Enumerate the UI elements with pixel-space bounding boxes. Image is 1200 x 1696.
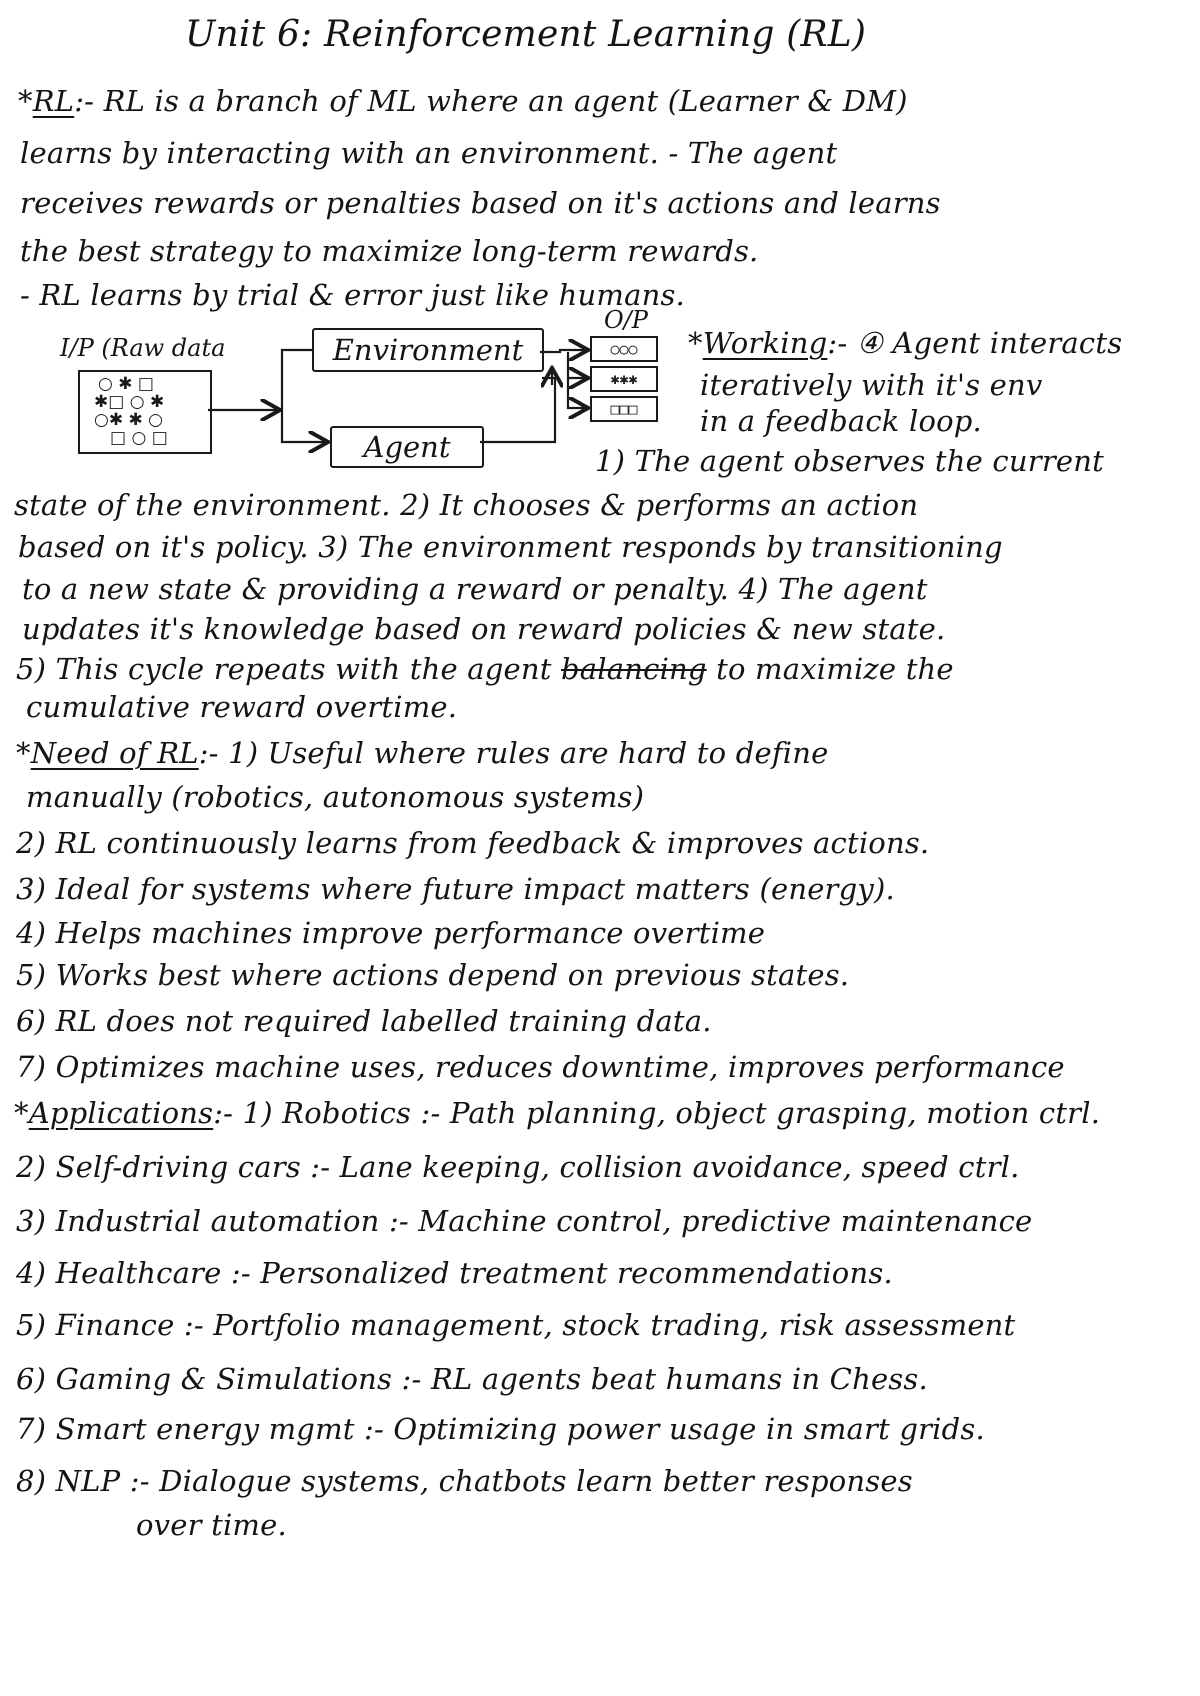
intro-heading: RL bbox=[32, 84, 75, 118]
intro-heading-prefix: * bbox=[18, 84, 33, 118]
need-item-1: :- 1) Useful where rules are hard to define bbox=[198, 736, 829, 770]
working-line-5-start: 5) This cycle repeats with the agent bbox=[16, 652, 562, 686]
application-item: 6) Gaming & Simulations :- RL agents beat humans in Chess. bbox=[16, 1362, 928, 1396]
intro-line-1: :- RL is a branch of ML where an agent (Learner & DM) bbox=[74, 84, 908, 118]
intro-line-5: - RL learns by trial & error just like humans. bbox=[20, 278, 685, 312]
working-line-2: based on it's policy. 3) The environment responds by transitioning bbox=[18, 530, 1003, 564]
working-line-5-end: to maximize the bbox=[706, 652, 954, 686]
applications-heading-prefix: * bbox=[14, 1096, 29, 1130]
application-item-1: :- 1) Robotics :- Path planning, object grasping, motion ctrl. bbox=[213, 1096, 1101, 1130]
need-item: 3) Ideal for systems where future impact matters (energy). bbox=[16, 872, 895, 906]
intro-line-4: the best strategy to maximize long-term rewards. bbox=[20, 234, 759, 268]
page-title: Unit 6: Reinforcement Learning (RL) bbox=[185, 14, 867, 55]
environment-box: Environment bbox=[312, 328, 544, 372]
working-heading-prefix: * bbox=[688, 326, 703, 360]
working-side-line-4: 1) The agent observes the current bbox=[595, 444, 1104, 478]
working-side-line-3: in a feedback loop. bbox=[700, 404, 982, 438]
need-item: 7) Optimizes machine uses, reduces downtime, improves performance bbox=[16, 1050, 1065, 1084]
application-item: 2) Self-driving cars :- Lane keeping, collision avoidance, speed ctrl. bbox=[16, 1150, 1020, 1184]
need-heading: Need of RL bbox=[30, 736, 199, 770]
need-item: 2) RL continuously learns from feedback & improves actions. bbox=[16, 826, 930, 860]
need-item: 4) Helps machines improve performance overtime bbox=[16, 916, 766, 950]
output-box: □□□ bbox=[590, 396, 658, 422]
working-line-1: state of the environment. 2) It chooses & performs an action bbox=[14, 488, 919, 522]
applications-heading: Applications bbox=[28, 1096, 214, 1130]
application-item: 3) Industrial automation :- Machine control, predictive maintenance bbox=[16, 1204, 1033, 1238]
application-item-8-cont: over time. bbox=[136, 1508, 287, 1542]
intro-line-2: learns by interacting with an environment. - The agent bbox=[20, 136, 838, 170]
need-item: 6) RL does not required labelled training data. bbox=[16, 1004, 712, 1038]
input-symbol-row: ○✱ ✱ ○ bbox=[94, 410, 163, 430]
application-item: 8) NLP :- Dialogue systems, chatbots learn better responses bbox=[16, 1464, 913, 1498]
need-item: 5) Works best where actions depend on previous states. bbox=[16, 958, 850, 992]
application-item: 7) Smart energy mgmt :- Optimizing power usage in smart grids. bbox=[16, 1412, 985, 1446]
working-first-line bbox=[688, 326, 1122, 360]
input-label: I/P (Raw data bbox=[60, 334, 226, 362]
working-line-3: to a new state & providing a reward or penalty. 4) The agent bbox=[22, 572, 928, 606]
need-first-line bbox=[16, 736, 829, 770]
input-symbol-row: ✱□ ○ ✱ bbox=[94, 392, 165, 412]
input-symbol-row: □ ○ □ bbox=[110, 428, 168, 448]
application-item: 4) Healthcare :- Personalized treatment recommendations. bbox=[16, 1256, 893, 1290]
working-heading: Working bbox=[702, 326, 828, 360]
struck-word: balancing bbox=[561, 652, 707, 686]
need-heading-prefix: * bbox=[16, 736, 31, 770]
output-label: O/P bbox=[604, 306, 648, 334]
output-box: ✱✱✱ bbox=[590, 366, 658, 392]
working-side-line-1: :- ④ Agent interacts bbox=[827, 326, 1123, 360]
working-line-4: updates it's knowledge based on reward policies & new state. bbox=[22, 612, 946, 646]
output-box: ○○○ bbox=[590, 336, 658, 362]
working-side-line-2: iteratively with it's env bbox=[700, 368, 1043, 402]
intro-line-3: receives rewards or penalties based on it's actions and learns bbox=[20, 186, 941, 220]
working-line-6: cumulative reward overtime. bbox=[26, 690, 458, 724]
working-line-5 bbox=[16, 652, 954, 686]
agent-box: Agent bbox=[330, 426, 484, 468]
input-symbol-row: ○ ✱ □ bbox=[98, 374, 154, 394]
application-item: 5) Finance :- Portfolio management, stock trading, risk assessment bbox=[16, 1308, 1016, 1342]
applications-first-line bbox=[14, 1096, 1100, 1130]
need-item-1-cont: manually (robotics, autonomous systems) bbox=[26, 780, 645, 814]
feedback-loop-arrows bbox=[0, 0, 1200, 520]
